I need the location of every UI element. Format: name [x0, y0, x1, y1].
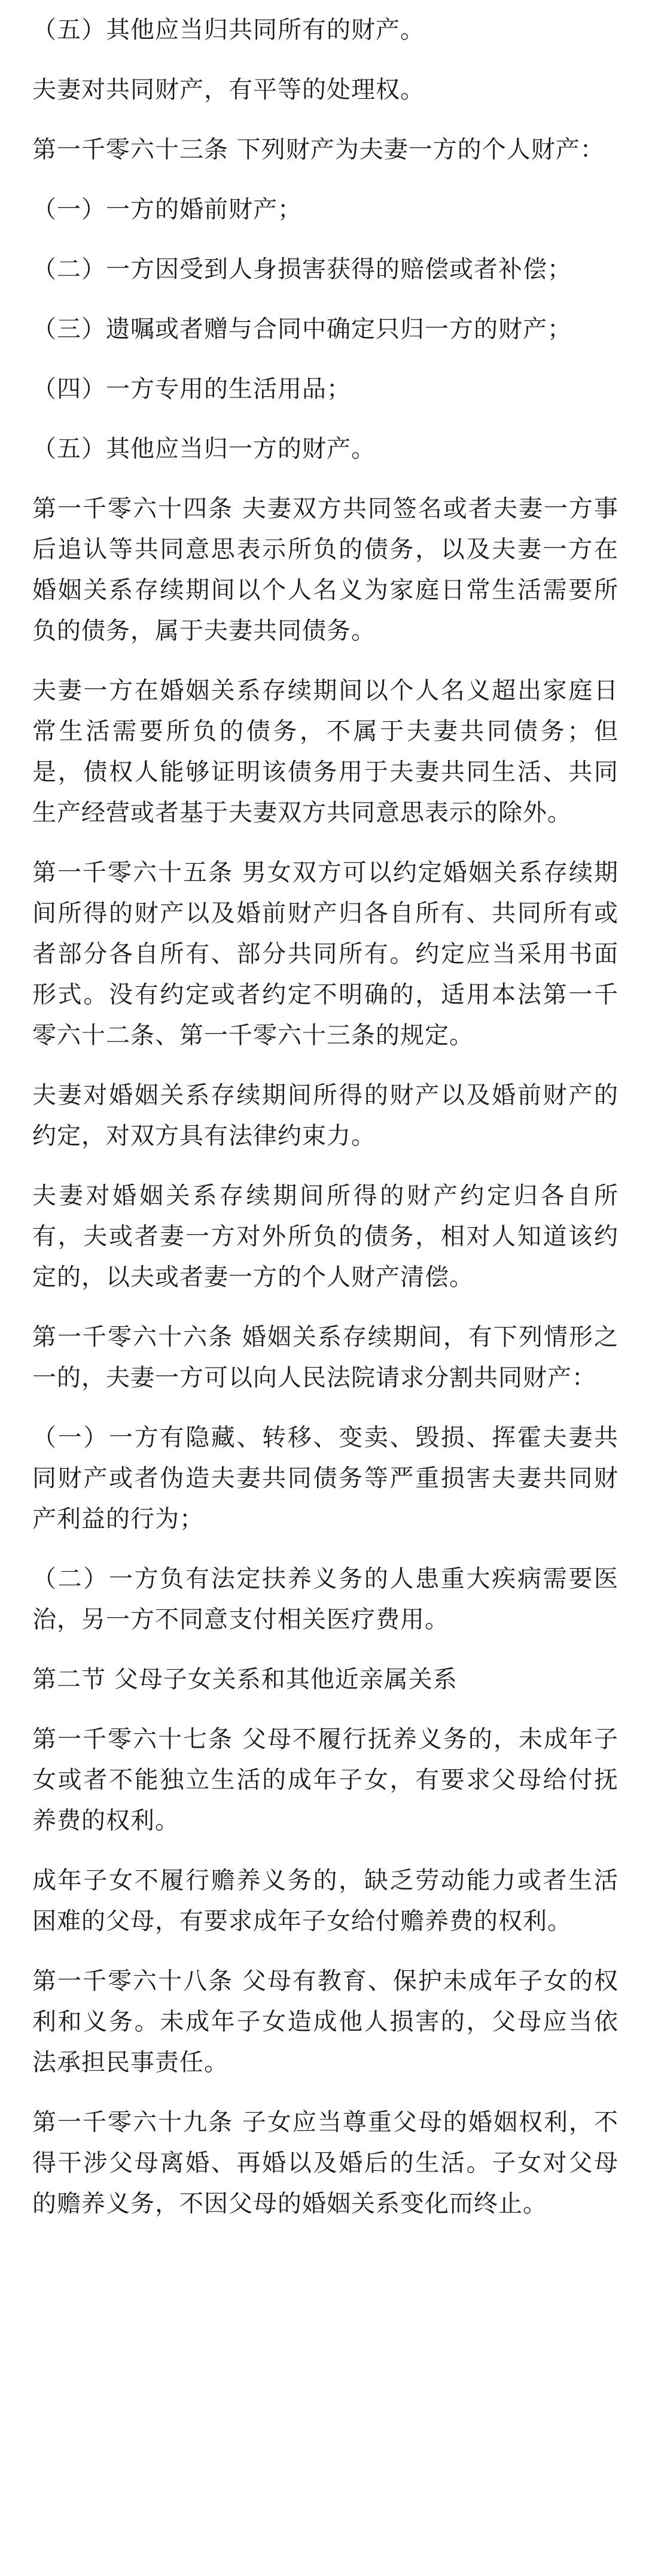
paragraph-1063-item-1: （一）一方的婚前财产； — [32, 196, 302, 223]
article-body — [0, 10, 646, 2224]
paragraph-article-1069: 第一千零六十九条 子女应当尊重父母的婚姻权利，不得干涉父母离婚、再婚以及婚后的生活。子女对父母的赡养义务，不因父母的婚姻关系变化而终止。 — [32, 2109, 618, 2217]
paragraph-1063-item-3: （三）遗嘱或者赠与合同中确定只归一方的财产； — [32, 315, 572, 343]
paragraph-article-1066: 第一千零六十六条 婚姻关系存续期间，有下列情形之一的，夫妻一方可以向人民法院请求分割共同财产： — [32, 1323, 618, 1392]
paragraph-1063-item-4: （四）一方专用的生活用品； — [32, 375, 351, 403]
paragraph-1063-item-2: （二）一方因受到人身损害获得的赔偿或者补偿； — [32, 256, 572, 283]
paragraph-1063-item-5: （五）其他应当归一方的财产。 — [32, 435, 376, 463]
paragraph-1066-item-2: （二）一方负有法定扶养义务的人患重大疾病需要医治，另一方不同意支付相关医疗费用。 — [32, 1565, 618, 1633]
paragraph-article-1065: 第一千零六十五条 男女双方可以约定婚姻关系存续期间所得的财产以及婚前财产归各自所有、共同所有或者部分各自所有、部分共同所有。约定应当采用书面形式。没有约定或者约定不明确的，适用本法第一千零六十二条、第一千零六十三条的规定。 — [32, 859, 618, 1049]
paragraph-article-1063: 第一千零六十三条 下列财产为夫妻一方的个人财产： — [32, 136, 605, 163]
paragraph-1065-binding-agreement: 夫妻对婚姻关系存续期间所得的财产以及婚前财产的约定，对双方具有法律约束力。 — [32, 1082, 618, 1150]
paragraph-1066-item-1: （一）一方有隐藏、转移、变卖、毁损、挥霍夫妻共同财产或者伪造夫妻共同债务等严重损害夫妻共同财产利益的行为； — [32, 1424, 618, 1533]
paragraph-article-1064: 第一千零六十四条 夫妻双方共同签名或者夫妻一方事后追认等共同意思表示所负的债务，以及夫妻一方在婚姻关系存续期间以个人名义为家庭日常生活需要所负的债务，属于夫妻共同债务。 — [32, 495, 618, 645]
paragraph-1067-elder-support: 成年子女不履行赡养义务的，缺乏劳动能力或者生活困难的父母，有要求成年子女给付赡养费的权利。 — [32, 1867, 618, 1935]
paragraph-article-1067: 第一千零六十七条 父母不履行抚养义务的，未成年子女或者不能独立生活的成年子女，有要求父母给付抚养费的权利。 — [32, 1726, 618, 1834]
paragraph-1065-third-party-debt: 夫妻对婚姻关系存续期间所得的财产约定归各自所有，夫或者妻一方对外所负的债务，相对人知道该约定的，以夫或者妻一方的个人财产清偿。 — [32, 1182, 618, 1291]
paragraph-1064-individual-debt: 夫妻一方在婚姻关系存续期间以个人名义超出家庭日常生活需要所负的债务，不属于夫妻共同债务；但是，债权人能够证明该债务用于夫妻共同生活、共同生产经营或者基于夫妻双方共同意思表示的除外。 — [32, 677, 618, 827]
paragraph-equal-disposal-right: 夫妻对共同财产，有平等的处理权。 — [32, 76, 425, 104]
paragraph-article-1068: 第一千零六十八条 父母有教育、保护未成年子女的权利和义务。未成年子女造成他人损害的，父母应当依法承担民事责任。 — [32, 1967, 618, 2076]
section-heading-parent-child: 第二节 父母子女关系和其他近亲属关系 — [32, 1666, 458, 1693]
paragraph-item-5-common-property: （五）其他应当归共同所有的财产。 — [32, 16, 425, 44]
